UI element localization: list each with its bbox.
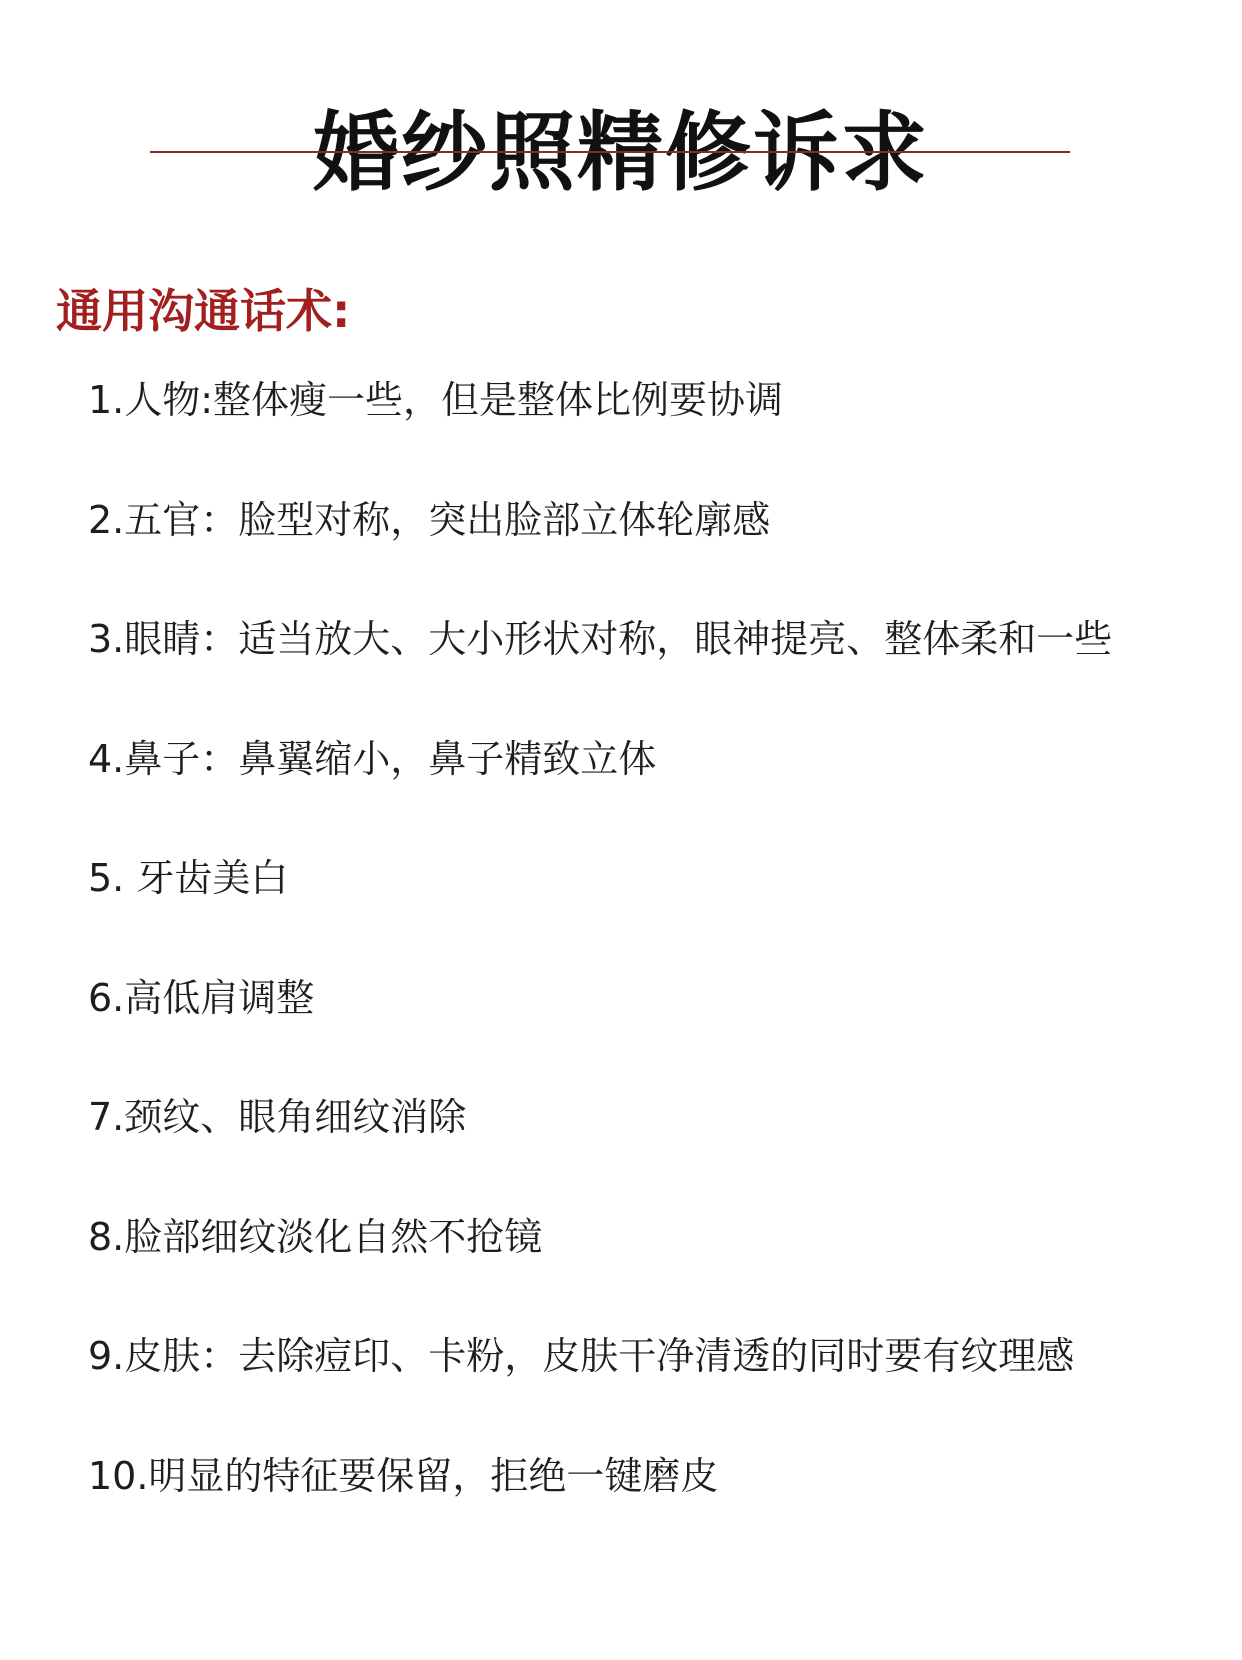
tip-item-5: 5. 牙齿美白 — [88, 856, 289, 900]
tips-list — [88, 370, 1208, 1565]
section-heading: 通用沟通话术: — [56, 284, 351, 339]
tip-item-2: 2.五官：脸型对称，突出脸部立体轮廓感 — [88, 497, 771, 542]
tip-item-8: 8.脸部细纹淡化自然不抢镜 — [88, 1214, 543, 1259]
tip-item-4: 4.鼻子：鼻翼缩小，鼻子精致立体 — [88, 736, 657, 781]
tip-item-9: 9.皮肤：去除痘印、卡粉，皮肤干净清透的同时要有纹理感 — [88, 1334, 1075, 1378]
tip-item-3: 3.眼睛：适当放大、大小形状对称，眼神提亮、整体柔和一些 — [88, 617, 1113, 661]
tip-item-7: 7.颈纹、眼角细纹消除 — [88, 1095, 467, 1139]
tip-item-6: 6.高低肩调整 — [88, 975, 315, 1020]
title-divider — [150, 151, 1070, 153]
tip-item-1: 1.人物:整体瘦一些，但是整体比例要协调 — [88, 378, 784, 422]
tip-item-10: 10.明显的特征要保留，拒绝一键磨皮 — [88, 1453, 719, 1498]
page-title: 婚纱照精修诉求 — [313, 102, 929, 203]
